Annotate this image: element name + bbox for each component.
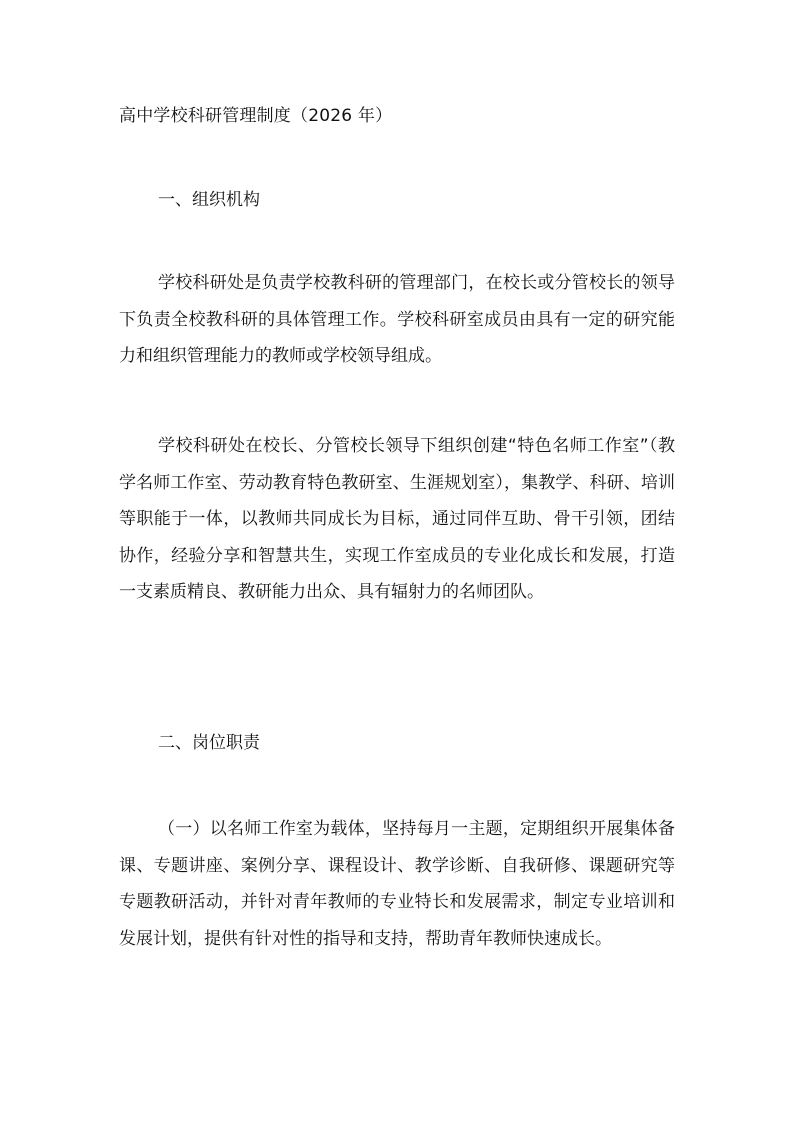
paragraph-organization-2: 学校科研处在校长、分管校长领导下组织创建“特色名师工作室”（教学名师工作室、劳动教育特色教研室、生涯规划室），集教学、科研、培训等职能于一体，以教师共同成长为目标，通过同伴互助、骨干引领，团结协作，经验分享和智慧共生，实现工作室成员的专业化成长和发展，打造一支素质精良、教研能力出众、具有辐射力的名师团队。 [119,436,675,602]
section-heading-responsibilities: 二、岗位职责 [158,733,260,753]
paragraph-organization-1: 学校科研处是负责学校教科研的管理部门，在校长或分管校长的领导下负责全校教科研的具体管理工作。学校科研室成员由具有一定的研究能力和组织管理能力的教师或学校领导组成。 [119,273,675,366]
paragraph-responsibilities-1: （一）以名师工作室为载体，坚持每月一主题，定期组织开展集体备课、专题讲座、案例分享、课程设计、教学诊断、自我研修、课题研究等专题教研活动，并针对青年教师的专业特长和发展需求，制定专业培训和发展计划，提供有针对性的指导和支持，帮助青年教师快速成长。 [119,819,675,949]
document-title: 高中学校科研管理制度（2026 年） [119,106,393,126]
section-heading-organization: 一、组织机构 [158,190,260,210]
